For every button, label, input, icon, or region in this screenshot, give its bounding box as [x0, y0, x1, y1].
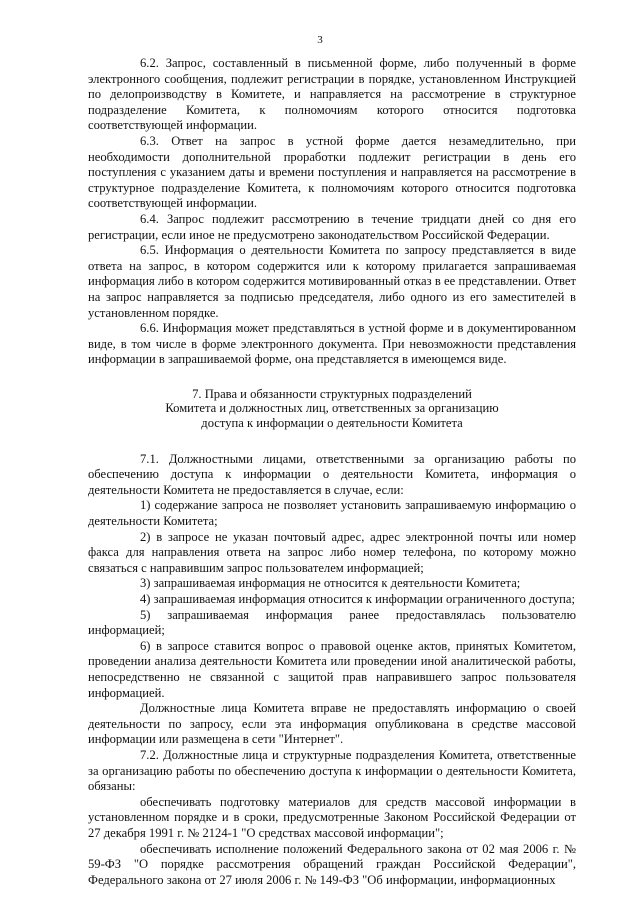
list-item-6: 6) в запросе ставится вопрос о правовой оценке актов, принятых Комитетом, проведении анализа деятельности Комитета или проведении иной аналитической работы, непосредственно не связанной с защитой прав направившего запрос пользователя информацией. — [88, 638, 576, 700]
list-item-4: 4) запрашиваемая информация относится к информации ограниченного доступа; — [140, 592, 575, 606]
paragraph-6-3: 6.3. Ответ на запрос в устной форме дается незамедлительно, при необходимости дополнительной проработки подлежит регистрации в день его поступления с указанием даты и времени поступления и направляется на рассмотрение в структурное подразделение Комитета, к полномочиям которого относится подготовка соответствующей информации. — [88, 133, 576, 211]
duty-media-materials: обеспечивать подготовку материалов для средств массовой информации в установленном порядке и в сроки, предусмотренные Законом Российской Федерации от 27 декабря 1991 г. № 2124-1 "О средствах массовой информации"; — [88, 794, 576, 840]
heading-line-1: 7. Права и обязанности структурных подразделений — [192, 386, 472, 401]
list-item-2: 2) в запросе не указан почтовый адрес, адрес электронной почты или номер факса для направления ответа на запрос либо номер телефона, по которому можно связаться с направившим запрос пользователем информацией; — [88, 529, 576, 575]
paragraph-7-2: 7.2. Должностные лица и структурные подразделения Комитета, ответственные за организацию работы по обеспечению доступа к информации о деятельности Комитета, обязаны: — [88, 747, 576, 794]
heading-line-2: Комитета и должностных лиц, ответственных за организацию — [165, 401, 499, 416]
document-body — [88, 56, 576, 888]
list-item-1: 1) содержание запроса не позволяет установить запрашиваемую информацию о деятельности Комитета; — [88, 498, 576, 529]
paragraph-6-6: 6.6. Информация может представляться в устной форме и в документированном виде, в том числе в форме электронного документа. При невозможности представления информации в запрашиваемой форме, она представляется в имеющемся виде. — [88, 321, 576, 367]
paragraph-6-5: 6.5. Информация о деятельности Комитета по запросу представляется в виде ответа на запрос, в котором содержится или к которому прилагается запрашиваемая информация либо в котором содержится мотивированный отказ в ее представлении. Ответ на запрос направляется за подписью председателя, либо одного из его заместителей в установленном порядке. — [88, 243, 576, 320]
list-item-5: 5) запрашиваемая информация ранее предоставлялась пользователю информацией; — [88, 607, 576, 638]
paragraph-6-2: 6.2. Запрос, составленный в письменной форме, либо полученный в форме электронного сообщения, подлежит регистрации в порядке, установленном Инструкцией по делопроизводству в Комитете, и направляется на рассмотрение в структурное подразделение Комитета, к полномочиям которого относится подготовка соответствующей информации. — [88, 56, 576, 133]
paragraph-officials-right: Должностные лица Комитета вправе не предоставлять информацию о своей деятельности по запросу, если эта информация опубликована в средстве массовой информации или размещена в сети "Интернет". — [88, 701, 576, 747]
paragraph-6-4: 6.4. Запрос подлежит рассмотрению в течение тридцати дней со дня его регистрации, если иное не предусмотрено законодательством Российской Федерации. — [88, 211, 576, 242]
duty-federal-laws: обеспечивать исполнение положений Федерального закона от 02 мая 2006 г. № 59-ФЗ "О порядке рассмотрения обращений граждан Российской Федерации", Федерального закона от 27 июля 2006 г. № 149-ФЗ "Об информации, информационных — [88, 841, 576, 887]
paragraph-7-1: 7.1. Должностными лицами, ответственными за организацию работы по обеспечению доступа к информации о деятельности Комитета, информация о деятельности Комитета не предоставляется в случае, если: — [88, 451, 576, 497]
page-number: 3 — [317, 34, 323, 46]
list-item-3: 3) запрашиваемая информация не относится к деятельности Комитета; — [140, 576, 521, 591]
heading-line-3: доступа к информации о деятельности Комитета — [201, 416, 463, 431]
section-7-heading — [88, 387, 576, 431]
